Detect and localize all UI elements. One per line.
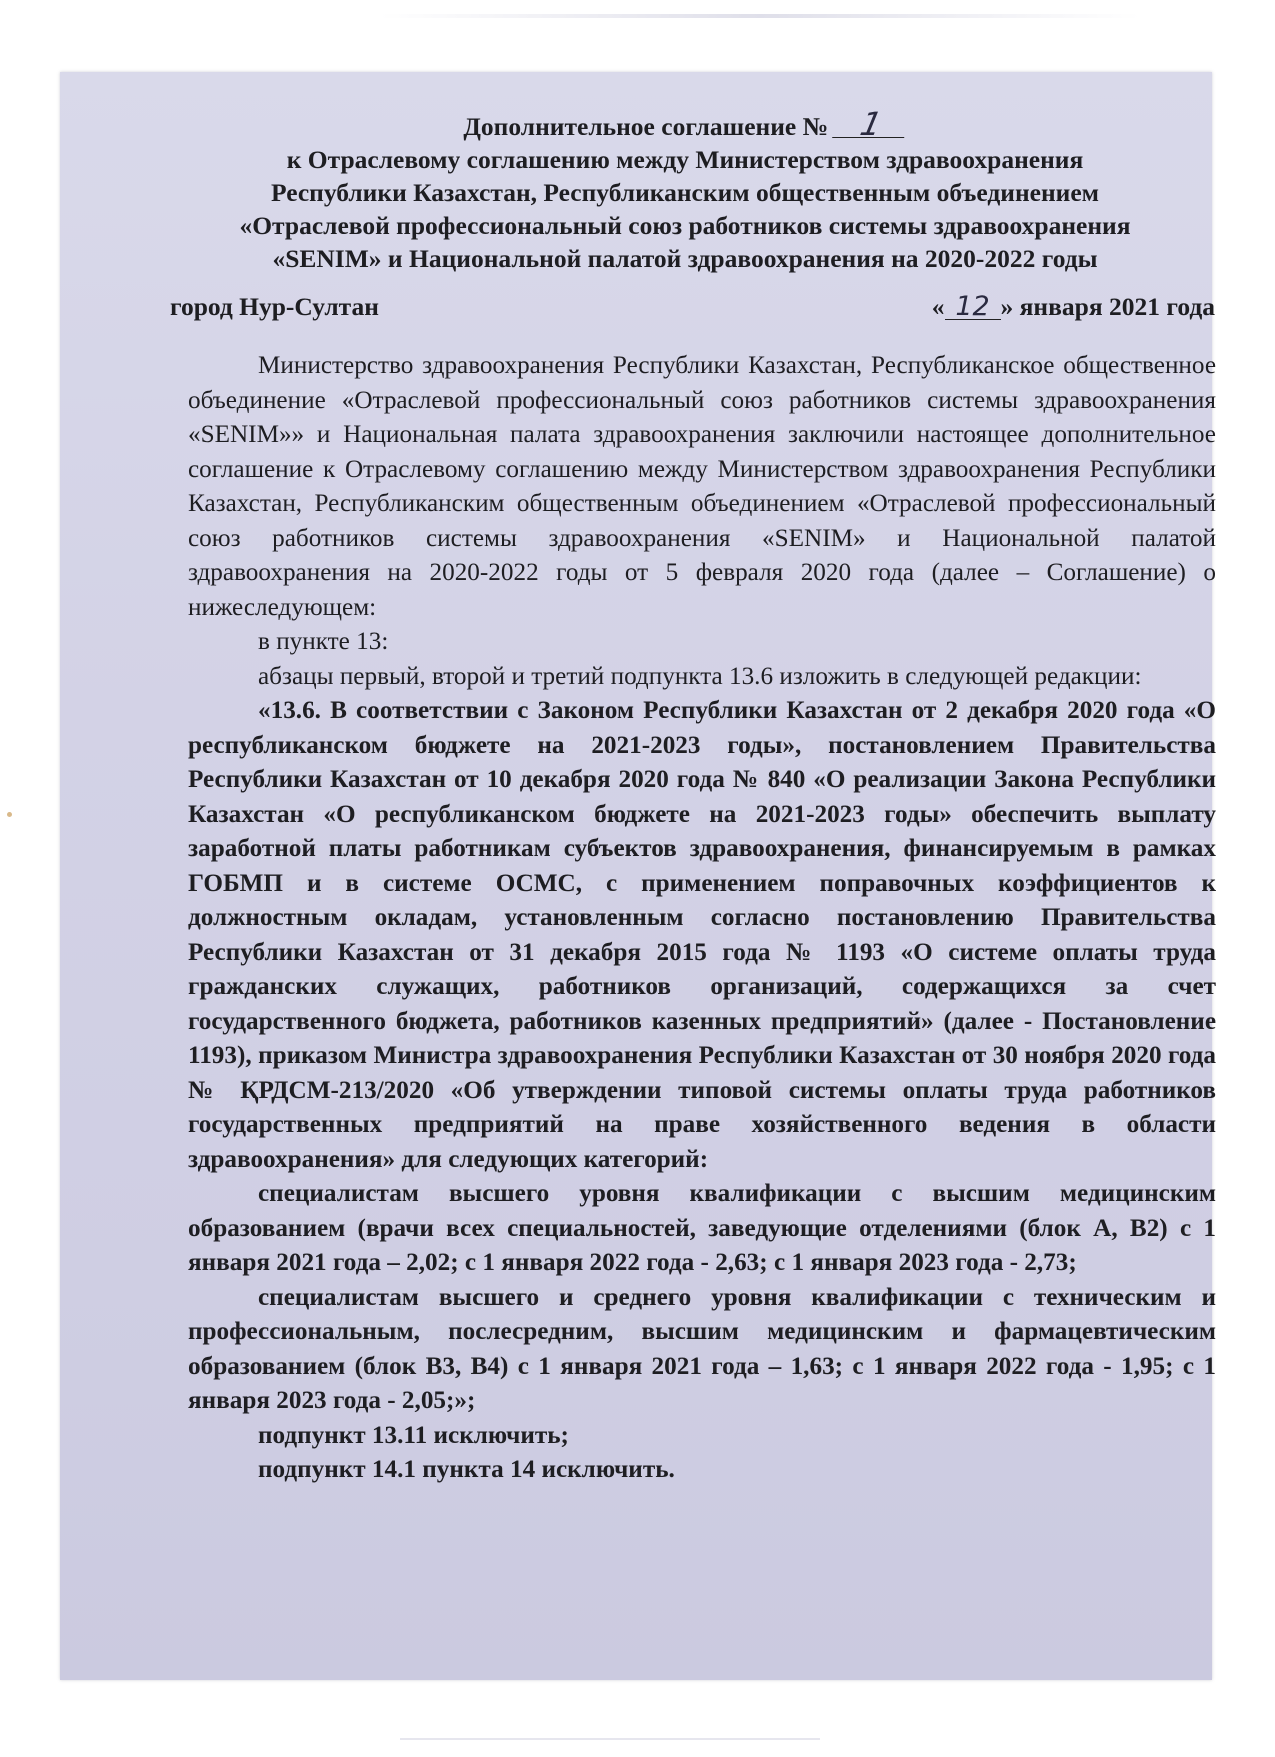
paragraph-13-6: «13.6. В соответствии с Законом Республики Казахстан от 2 декабря 2020 года «О республиканском бюджете на 2021-2023 годы», постановлением Правительства Республики Казахстан от 10 декабря 2020 года № 840 «О реализации Закона Республики Казахстан «О республиканском бюджете на 2021-2023 годы» обеспечить выплату заработной платы работникам субъектов здравоохранения, финансируемым в рамках ГОБМП и в системе ОСМС, с применением поправочных коэффициентов к должностным окладам, установленным согласно постановлению Правительства Республики Казахстан от 31 декабря 2015 года № 1193 «О системе оплаты труда гражданских служащих, работников организаций, содержащихся за счет государственного бюджета, работников казенных предприятий» (далее - Постановление 1193), приказом Министра здравоохранения Республики Казахстан от 30 ноября 2020 года № ҚРДСМ-213/2020 «Об утверждении типовой системы оплаты труда работников государственных предприятий на праве хозяйственного ведения в области здравоохранения» для следующих категорий: (188, 697, 1216, 1173)
paragraph-amendment-intro: абзацы первый, второй и третий подпункта 13.6 изложить в следующей редакции: (258, 662, 1142, 690)
document-subtitle-line: «SENIM» и Национальной палатой здравоохранения на 2020-2022 годы (272, 244, 1098, 273)
scan-top-edge (380, 14, 1140, 18)
paragraph-category-higher: специалистам высшего уровня квалификации с высшим медицинским образованием (врачи всех специальностей, заведующие отделениями (блок А, В2) с 1 января 2021 года – 2,02; с 1 января 2022 года - 2,63; с 1 января 2023 года - 2,73; (188, 1180, 1216, 1276)
handwritten-day: 12 (945, 295, 1001, 320)
handwritten-agreement-number: 1 (832, 111, 910, 138)
paragraph-preamble: Министерство здравоохранения Республики Казахстан, Республиканское общественное объединение «Отраслевой профессиональный союз работников системы здравоохранения «SENIM»» и Национальная палата здравоохранения заключили настоящее дополнительное соглашение к Отраслевому соглашению между Министерством здравоохранения Республики Казахстан, Республиканским общественным объединением «Отраслевой профессиональный союз работников системы здравоохранения «SENIM» и Национальной палатой здравоохранения на 2020-2022 годы от 5 февраля 2020 года (далее – Соглашение) о нижеследующем: (188, 352, 1216, 621)
paragraph-exclude-13-11: подпункт 13.11 исключить; (258, 1421, 569, 1449)
city-label: город Нур-Султан (170, 292, 379, 321)
scan-bottom-edge (400, 1738, 820, 1740)
document-body (188, 349, 1216, 1488)
document-subtitle-line: «Отраслевой профессиональный союз работников системы здравоохранения (239, 211, 1131, 240)
document-subtitle-line: Республики Казахстан, Республиканским общественным объединением (270, 178, 1100, 207)
date-open-quote: « (931, 292, 945, 321)
paragraph-exclude-14-1: подпункт 14.1 пункта 14 исключить. (258, 1456, 675, 1483)
document-title-text: Дополнительное соглашение № (463, 112, 829, 141)
document-header (150, 105, 1220, 275)
document-title (150, 105, 1220, 143)
paragraph-category-secondary: специалистам высшего и среднего уровня квалификации с техническим и профессиональным, послесредним, высшим медицинским и фармацевтическим образованием (блок В3, В4) с 1 января 2021 года – 1,63; с 1 января 2022 года - 1,95; с 1 января 2023 года - 2,05;»; (188, 1283, 1216, 1414)
place-date-row (170, 290, 1215, 326)
scan-speck (7, 812, 12, 817)
document-date (932, 290, 1215, 324)
paragraph-item-13: в пункте 13: (258, 628, 389, 655)
document-subtitle-line: к Отраслевому соглашению между Министерством здравоохранения (286, 145, 1084, 174)
date-month-year: » января 2021 года (1000, 292, 1215, 321)
